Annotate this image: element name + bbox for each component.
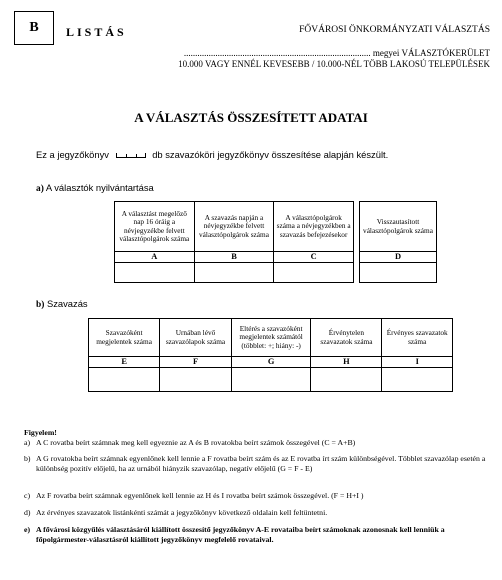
note-b-text: A G rovatokba beírt számnak egyenlőnek kell lennie a F rovatba beírt szám és az E rovatba írt szám különbségével. Többlet szavazólap esetén a különbség pozitív előjelű, ha az urnából hiányzik szavazólap, negatív előjelű (G = F - E) — [36, 454, 486, 473]
section-a-letter: a) — [36, 184, 44, 194]
notes-title: Figyelem! — [24, 428, 57, 437]
col-b-header: A szavazás napján a névjegyzékbe felvett választópolgárok száma — [194, 202, 274, 252]
section-b-title: Szavazás — [46, 298, 88, 309]
intro-after: db szavazóköri jegyzőkönyv összesítése alapján készült. — [152, 149, 389, 160]
voting-table — [88, 318, 453, 392]
col-e-value-cell[interactable] — [89, 367, 160, 391]
col-i-header: Érvényes szavazatok száma — [382, 319, 453, 357]
col-a-header: A választást megelőző nap 16 óráig a névjegyzékbe felvett választópolgárok száma — [115, 202, 195, 252]
rejected-voters-table — [359, 201, 437, 283]
record-count-field[interactable] — [116, 149, 146, 158]
intro-before: Ez a jegyzőkönyv — [36, 149, 109, 160]
note-a-text: A C rovatba beírt számnak meg kell egyeznie az A és B rovatokba beírt számok összegével (C = A+B) — [36, 438, 356, 447]
col-a-value-cell[interactable] — [115, 262, 195, 282]
col-f-header: Urnában lévő szavazólapok száma — [160, 319, 232, 357]
district-line: ................................................................................... megyei VÁLASZTÓKERÜLET — [183, 48, 490, 58]
section-b-label — [36, 298, 88, 310]
col-g-value-cell[interactable] — [231, 367, 311, 391]
section-b-letter: b) — [36, 300, 45, 310]
note-d-text: Az érvényes szavazatok listánkénti számát a jegyzőkönyv következő oldalain kell feltüntetni. — [36, 508, 328, 517]
intro-sentence — [36, 149, 388, 160]
col-i-code: I — [382, 357, 453, 368]
col-h-header: Érvénytelen szavazatok száma — [311, 319, 382, 357]
note-a-label: a) — [24, 438, 31, 447]
col-a-code: A — [115, 252, 195, 263]
col-d-code: D — [360, 252, 437, 263]
col-g-code: G — [231, 357, 311, 368]
note-e-label: e) — [24, 525, 31, 534]
note-e-text: A fővárosi közgyűlés választásáról kiállított összesítő jegyzőkönyv A-E rovataiba beírt számoknak azonosnak kell lenniük a főpolgármester-választásról kiállított jegyzőkönyv megfelelő rovataival. — [36, 525, 445, 544]
col-e-header: Szavazóként megjelentek száma — [89, 319, 160, 357]
form-badge: B — [14, 11, 54, 45]
page-title: A VÁLASZTÁS ÖSSZESÍTETT ADATAI — [134, 110, 368, 125]
col-d-value-cell[interactable] — [360, 262, 437, 282]
col-f-code: F — [160, 357, 232, 368]
note-b-label: b) — [24, 454, 31, 463]
col-e-code: E — [89, 357, 160, 368]
col-f-value-cell[interactable] — [160, 367, 232, 391]
col-c-code: C — [274, 252, 354, 263]
voter-register-table — [114, 201, 354, 283]
section-a-label — [36, 182, 154, 194]
col-c-value-cell[interactable] — [274, 262, 354, 282]
settlement-line: 10.000 VAGY ENNÉL KEVESEBB / 10.000-NÉL TÖBB LAKOSÚ TELEPÜLÉSEK — [178, 59, 490, 69]
col-g-header: Eltérés a szavazóként megjelentek számától (többlet: +; hiány: -) — [231, 319, 311, 357]
authority-title: FŐVÁROSI ÖNKORMÁNYZATI VÁLASZTÁS — [299, 25, 490, 35]
col-d-header: Visszautasított választópolgárok száma — [360, 202, 437, 252]
col-b-code: B — [194, 252, 274, 263]
note-c-label: c) — [24, 491, 31, 500]
note-d-label: d) — [24, 508, 31, 517]
notes-section — [24, 428, 486, 578]
col-c-header: A választópolgárok száma a névjegyzékben a szavazás befejezésekor — [274, 202, 354, 252]
section-a-title: A választók nyilvántartása — [45, 182, 154, 193]
note-c-text: Az F rovatba beírt számnak egyenlőnek kell lennie az H és I rovatba beírt számok összegével. (F = H+I ) — [36, 491, 364, 500]
col-h-code: H — [311, 357, 382, 368]
form-name: LISTÁS — [66, 25, 127, 39]
col-i-value-cell[interactable] — [382, 367, 453, 391]
col-h-value-cell[interactable] — [311, 367, 382, 391]
col-b-value-cell[interactable] — [194, 262, 274, 282]
